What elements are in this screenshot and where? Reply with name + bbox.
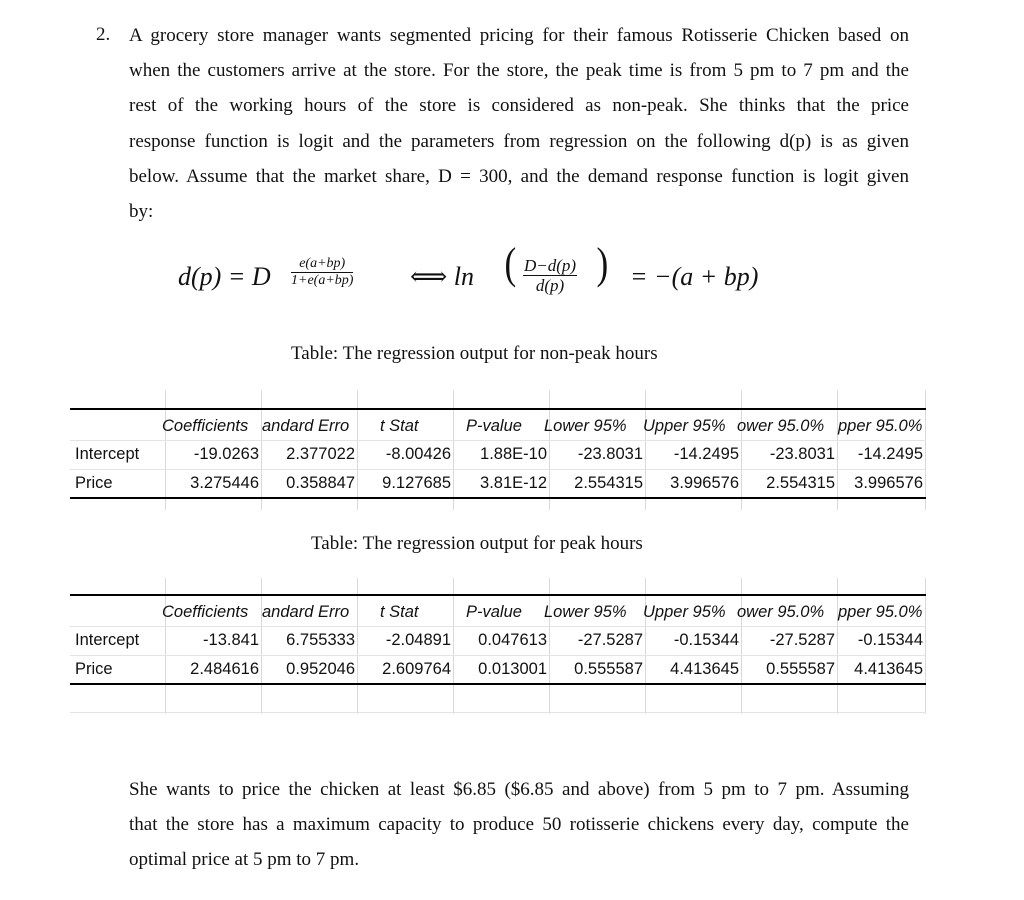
row-label-price: Price xyxy=(75,660,113,678)
question-paragraph xyxy=(129,18,909,229)
table-cell: 0.952046 xyxy=(286,660,355,678)
table-cell: 3.81E-12 xyxy=(480,474,547,492)
formula-numerator: e(a+bp) xyxy=(291,256,353,273)
table-cell: 2.377022 xyxy=(286,445,355,463)
header-lower-95-0: ower 95.0% xyxy=(737,603,825,621)
question-line: response function is logit and the parameters from regression on the following d(p) is as given xyxy=(129,130,909,152)
header-standard-error: andard Erro xyxy=(262,603,350,621)
question-line: rest of the working hours of the store is considered as non-peak. She thinks that the price xyxy=(129,95,909,117)
table-caption-nonpeak: Table: The regression output for non-peak hours xyxy=(291,343,658,364)
table-cell: 0.555587 xyxy=(574,660,643,678)
header-coefficients: Coefficients xyxy=(162,603,249,621)
table-cell: 0.358847 xyxy=(286,474,355,492)
formula-inner-denominator: d(p) xyxy=(535,276,565,295)
table-cell: -2.04891 xyxy=(385,631,451,649)
table-cell: 0.555587 xyxy=(766,660,835,678)
header-standard-error: andard Erro xyxy=(262,417,350,435)
header-p-value: P-value xyxy=(466,417,522,435)
question-line: below. Assume that the market share, D = 300, and the demand response function is logit given xyxy=(129,165,909,187)
formula-denominator: 1+e(a+bp) xyxy=(291,273,354,288)
table-caption-peak: Table: The regression output for peak hours xyxy=(311,533,643,554)
table-cell: -13.841 xyxy=(203,631,259,649)
row-label-intercept: Intercept xyxy=(75,445,140,463)
formula-fraction xyxy=(291,256,353,289)
regression-table-peak xyxy=(70,578,926,714)
table-cell: 2.609764 xyxy=(382,660,451,678)
closing-line: that the store has a maximum capacity to produce 50 rotisserie chickens every day, compute the xyxy=(129,814,909,836)
question-number: 2. xyxy=(96,24,111,45)
table-cell: -0.15344 xyxy=(857,631,923,649)
question-line: by: xyxy=(129,201,154,223)
formula-inner-fraction xyxy=(523,256,577,295)
table-cell: -23.8031 xyxy=(769,445,835,463)
header-upper-95-0: pper 95.0% xyxy=(838,603,923,621)
row-label-price: Price xyxy=(75,474,113,492)
table-cell: 1.88E-10 xyxy=(480,445,547,463)
header-t-stat: t Stat xyxy=(380,603,419,621)
left-paren: ( xyxy=(504,239,517,288)
table-cell: -19.0263 xyxy=(193,445,259,463)
right-paren: ) xyxy=(596,239,609,288)
formula-rhs: = −(a + bp) xyxy=(630,262,759,291)
table-cell: 0.047613 xyxy=(478,631,547,649)
closing-paragraph xyxy=(129,772,909,878)
header-upper-95-0: pper 95.0% xyxy=(838,417,923,435)
question-line: A grocery store manager wants segmented pricing for their famous Rotisserie Chicken based on xyxy=(129,25,909,46)
formula-inner-numerator: D−d(p) xyxy=(524,256,577,275)
table-cell: 2.484616 xyxy=(190,660,259,678)
formula-equivalence: ⟺ ln xyxy=(410,262,474,291)
header-coefficients: Coefficients xyxy=(162,417,249,435)
question-line: when the customers arrive at the store. For the store, the peak time is from 5 pm to 7 pm and the xyxy=(129,60,909,82)
table-cell: -0.15344 xyxy=(673,631,739,649)
header-lower-95: Lower 95% xyxy=(544,417,627,435)
formula-lhs: d(p) = D xyxy=(178,262,271,291)
table-cell: 6.755333 xyxy=(286,631,355,649)
table-cell: 2.554315 xyxy=(766,474,835,492)
table-cell: 4.413645 xyxy=(670,660,739,678)
table-cell: -14.2495 xyxy=(857,445,923,463)
table-cell: -14.2495 xyxy=(673,445,739,463)
row-label-intercept: Intercept xyxy=(75,631,140,649)
header-p-value: P-value xyxy=(466,603,522,621)
table-cell: 2.554315 xyxy=(574,474,643,492)
table-cell: -23.8031 xyxy=(577,445,643,463)
table-cell: 3.996576 xyxy=(670,474,739,492)
table-cell: 0.013001 xyxy=(478,660,547,678)
table-cell: 3.275446 xyxy=(190,474,259,492)
closing-line: optimal price at 5 pm to 7 pm. xyxy=(129,849,360,871)
table-cell: -8.00426 xyxy=(385,445,451,463)
closing-line: She wants to price the chicken at least $6.85 ($6.85 and above) from 5 pm to 7 pm. Assuming xyxy=(129,779,909,800)
table-cell: 3.996576 xyxy=(854,474,923,492)
table-cell: -27.5287 xyxy=(577,631,643,649)
header-upper-95: Upper 95% xyxy=(643,417,726,435)
header-upper-95: Upper 95% xyxy=(643,603,726,621)
table-cell: -27.5287 xyxy=(769,631,835,649)
table-cell: 4.413645 xyxy=(854,660,923,678)
header-lower-95: Lower 95% xyxy=(544,603,627,621)
header-lower-95-0: ower 95.0% xyxy=(737,417,825,435)
regression-table-nonpeak xyxy=(70,390,926,510)
header-t-stat: t Stat xyxy=(380,417,419,435)
table-cell: 9.127685 xyxy=(382,474,451,492)
